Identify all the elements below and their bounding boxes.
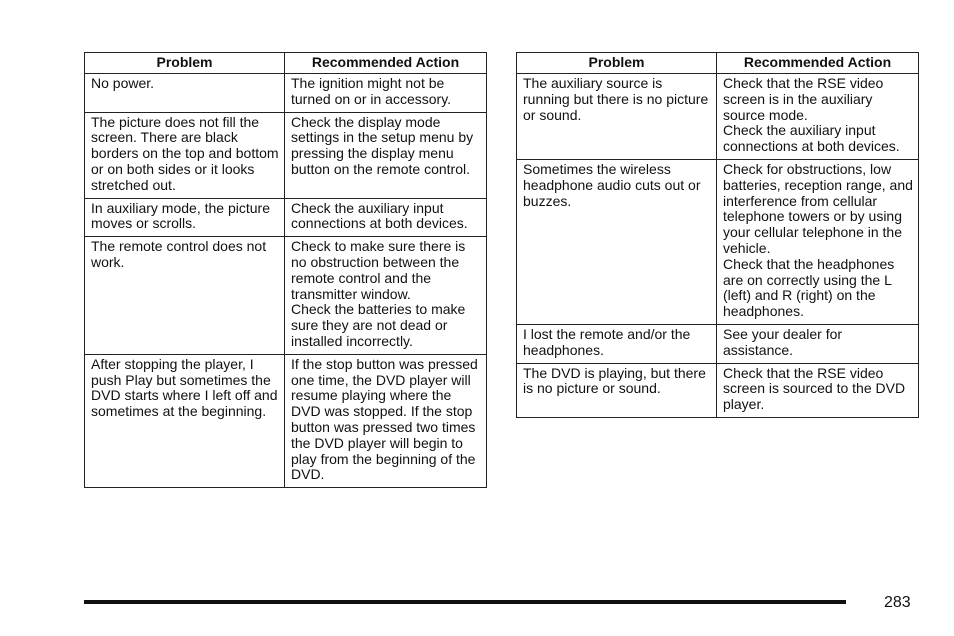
problem-text: The auxiliary source is running but there is no picture or sound. — [523, 75, 709, 123]
problem-text: The remote control does not work. — [91, 238, 267, 270]
table-row — [85, 198, 487, 237]
page-number: 283 — [884, 594, 911, 611]
troubleshooting-table-right — [516, 52, 919, 418]
problem-text: The DVD is playing, but there is no picture or sound. — [523, 364, 706, 397]
troubleshooting-table-left — [84, 52, 487, 488]
problem-cell — [85, 74, 285, 113]
table-row — [85, 354, 487, 487]
action-text: Check for obstructions, low batteries, reception range, and interference from cellular telephone towers or by using your cellular telephone in the vehicle. — [723, 160, 913, 256]
action-text: Check that the RSE video screen is in the auxiliary source mode. — [723, 75, 884, 123]
problem-cell — [517, 324, 717, 363]
action-text: Check the auxiliary input connections at both devices. — [723, 122, 900, 155]
problem-text: No power. — [91, 75, 155, 91]
problem-cell — [517, 363, 717, 417]
recommended-action-cell — [285, 198, 487, 237]
table-row — [517, 324, 919, 363]
action-text: Check the display mode settings in the setup menu by pressing the display menu button on the remote control. — [291, 113, 474, 177]
action-text: Check the auxiliary input connections at both devices. — [291, 199, 468, 232]
recommended-action-cell — [285, 112, 487, 198]
header-recommended-action: Recommended Action — [717, 53, 919, 74]
recommended-action-cell — [717, 159, 919, 324]
action-text: Check that the headphones are on correctly using the L (left) and R (right) on the headphones. — [723, 255, 895, 320]
table-body — [85, 74, 487, 488]
table-row — [517, 159, 919, 324]
recommended-action-cell — [285, 354, 487, 487]
action-text: The ignition might not be turned on or in accessory. — [291, 75, 452, 107]
problem-text: I lost the remote and/or the headphones. — [523, 325, 691, 358]
problem-cell — [517, 159, 717, 324]
table-body — [517, 74, 919, 418]
recommended-action-cell — [285, 237, 487, 355]
table-row — [85, 74, 487, 113]
header-recommended-action: Recommended Action — [285, 53, 487, 74]
problem-cell — [85, 237, 285, 355]
action-text: Check to make sure there is no obstruction between the remote control and the transmitter window. — [291, 238, 466, 302]
problem-cell — [85, 198, 285, 237]
table-row — [517, 363, 919, 417]
action-text: Check that the RSE video screen is sourced to the DVD player. — [723, 364, 906, 413]
table-header-row — [517, 53, 919, 74]
action-text: Check the batteries to make sure they are not dead or installed incorrectly. — [291, 301, 466, 349]
table-row — [517, 74, 919, 160]
problem-text: The picture does not fill the screen. There are black borders on the top and bottom or on both sides or it looks stretched out. — [91, 113, 279, 193]
problem-text: Sometimes the wireless headphone audio cuts out or buzzes. — [523, 160, 701, 209]
footer-rule — [84, 600, 846, 604]
action-text: See your dealer for assistance. — [723, 325, 843, 358]
table-row — [85, 112, 487, 198]
problem-cell — [85, 354, 285, 487]
action-text: If the stop button was pressed one time, the DVD player will resume playing where the DVD was stopped. If the stop button was pressed two times the DVD player will begin to play from the beginning of the DVD. — [291, 355, 478, 483]
recommended-action-cell — [717, 74, 919, 160]
problem-cell — [517, 74, 717, 160]
header-problem: Problem — [517, 53, 717, 74]
recommended-action-cell — [285, 74, 487, 113]
recommended-action-cell — [717, 363, 919, 417]
table-header-row — [85, 53, 487, 74]
recommended-action-cell — [717, 324, 919, 363]
problem-text: After stopping the player, I push Play but sometimes the DVD starts where I left off and sometimes at the beginning. — [91, 355, 278, 420]
header-problem: Problem — [85, 53, 285, 74]
problem-text: In auxiliary mode, the picture moves or scrolls. — [91, 199, 270, 232]
problem-cell — [85, 112, 285, 198]
table-row — [85, 237, 487, 355]
